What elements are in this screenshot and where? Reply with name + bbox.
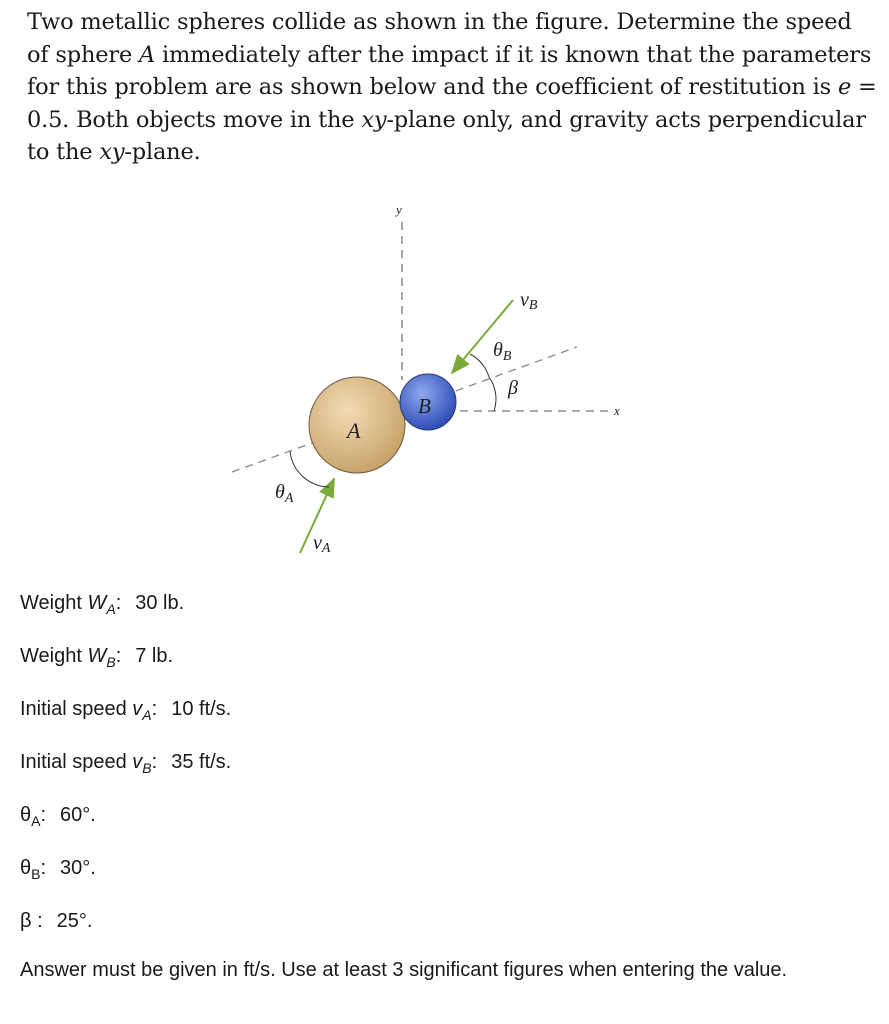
param-label: Weight $W_B$: [20, 645, 122, 670]
x-axis-label: x [614, 403, 620, 418]
param-weight-b [20, 641, 231, 694]
restitution-symbol: e [837, 74, 852, 100]
param-value: 35 ft/s. [171, 751, 232, 773]
param-label: Weight $W_A$: [20, 592, 122, 617]
param-label: $\theta_A$: [20, 804, 47, 829]
param-label: Initial speed $v_B$: [20, 751, 158, 776]
beta-arc [489, 377, 496, 411]
problem-text: -plane. [124, 139, 201, 165]
param-text: Initial speed [20, 698, 133, 720]
param-sub: A [106, 601, 116, 617]
param-label: β : [20, 910, 43, 932]
param-value: 60°. [60, 804, 96, 826]
va-label: vA [313, 532, 331, 556]
param-label: $\theta_B$: [20, 857, 47, 882]
param-value: 30°. [60, 857, 96, 879]
problem-text: = 0.5. Both objects move in the [27, 74, 877, 133]
param-text: Weight [20, 645, 88, 667]
theta-b-label: $\theta_B$ [493, 339, 512, 364]
param-sub: A [142, 707, 152, 723]
param-var: β [20, 910, 32, 932]
param-var: θ [20, 857, 32, 879]
param-speed-b [20, 747, 231, 800]
param-sub: B [142, 760, 152, 776]
param-var: v [132, 698, 143, 720]
param-speed-a [20, 694, 231, 747]
sphere-a-ref: A [139, 41, 156, 68]
plane-ref: xy [361, 106, 387, 133]
sphere-b-label: B [418, 394, 431, 418]
param-value: 25°. [56, 910, 93, 932]
vb-label: vB [520, 289, 538, 313]
problem-text: immediately after the impact if it is known that the parameters for this problem are as shown below and the coefficient of restitution is [27, 41, 872, 100]
beta-label: β [508, 377, 518, 399]
y-axis-label: y [396, 202, 402, 217]
problem-text: -plane only, and gravity acts perpendicular to the [27, 106, 866, 165]
theta-a-label: $\theta_A$ [275, 481, 294, 506]
param-value: 30 lb. [135, 592, 185, 614]
answer-instructions: Answer must be given in ft/s. Use at least 3 significant figures when entering the value. [20, 959, 788, 981]
theta-b-arc [470, 354, 489, 377]
param-theta-a [20, 800, 231, 853]
param-sub: B [106, 654, 116, 670]
param-text: Initial speed [20, 751, 133, 773]
param-label: Initial speed $v_A$: [20, 698, 158, 723]
param-var: θ [20, 804, 32, 826]
parameter-list [20, 588, 231, 959]
param-var: v [132, 751, 143, 773]
param-sub: A [31, 813, 41, 829]
param-var: W [87, 592, 107, 614]
param-weight-a [20, 588, 231, 641]
param-text: Weight [20, 592, 88, 614]
plane-ref: xy [99, 139, 125, 165]
param-sub: B [31, 866, 41, 882]
problem-text: Two metallic spheres collide as shown in the figure. Determine the speed of sphere [27, 9, 852, 68]
param-value: 10 ft/s. [171, 698, 232, 720]
param-value: 7 lb. [135, 645, 174, 667]
param-theta-b [20, 853, 231, 906]
param-beta [20, 906, 231, 959]
sphere-a-label: A [347, 418, 361, 443]
param-var: W [87, 645, 107, 667]
